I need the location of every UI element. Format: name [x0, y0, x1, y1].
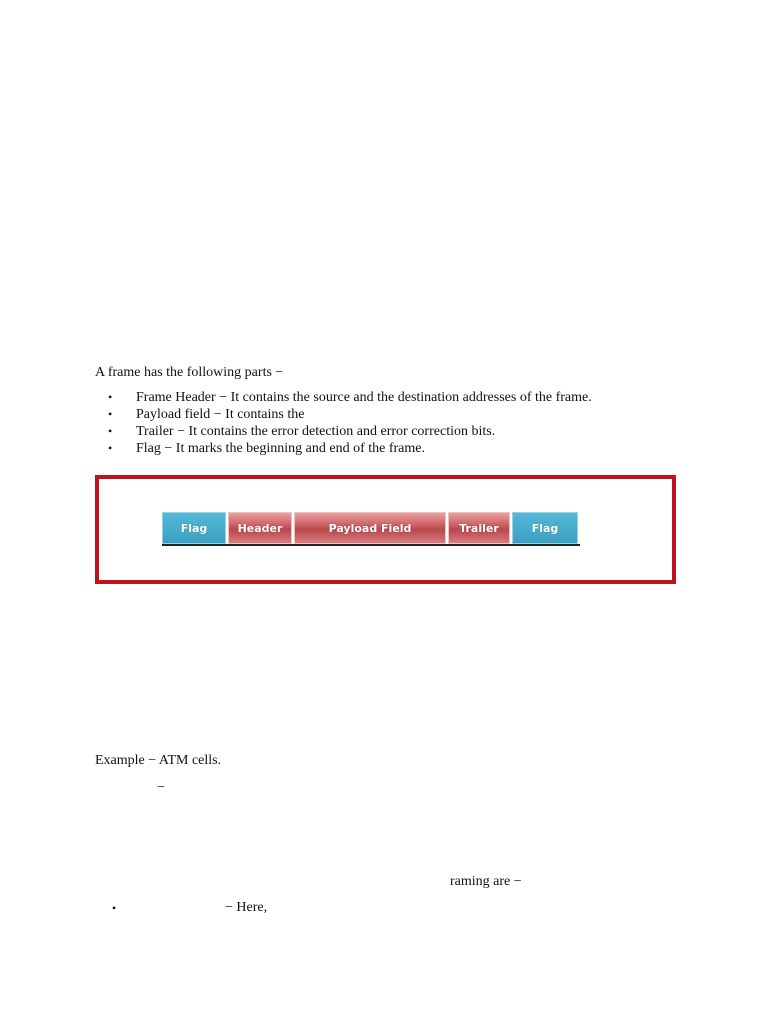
list-item — [108, 440, 592, 457]
framing-fragment: raming are − — [450, 874, 522, 889]
list-item — [108, 406, 592, 423]
payload-field-item: Payload field − It contains the — [136, 407, 305, 422]
dash-fragment: − — [157, 780, 165, 795]
segment-payload-field: Payload Field — [294, 512, 446, 544]
intro-text: A frame has the following parts − — [95, 365, 284, 380]
frame-header-item: Frame Header − It contains the source and the destination addresses of the frame. — [136, 390, 592, 405]
segment-flag-start: Flag — [162, 512, 226, 544]
flag-item: Flag − It marks the beginning and end of the frame. — [136, 441, 425, 456]
segment-trailer: Trailer — [448, 512, 510, 544]
segment-flag-end: Flag — [512, 512, 578, 544]
frame-parts-list — [108, 389, 592, 457]
example-text: Example − ATM cells. — [95, 753, 222, 768]
list-item — [108, 389, 592, 406]
list-item — [108, 423, 592, 440]
bullet-icon: • — [108, 407, 113, 421]
frame-structure-diagram — [162, 512, 580, 546]
bullet-icon: • — [108, 441, 113, 455]
segment-header: Header — [228, 512, 292, 544]
trailer-item: Trailer − It contains the error detection and error correction bits. — [136, 424, 496, 439]
bullet-icon: • — [112, 901, 117, 915]
here-fragment: − Here, — [225, 900, 268, 915]
bullet-icon: • — [108, 424, 113, 438]
bullet-icon: • — [108, 390, 113, 404]
